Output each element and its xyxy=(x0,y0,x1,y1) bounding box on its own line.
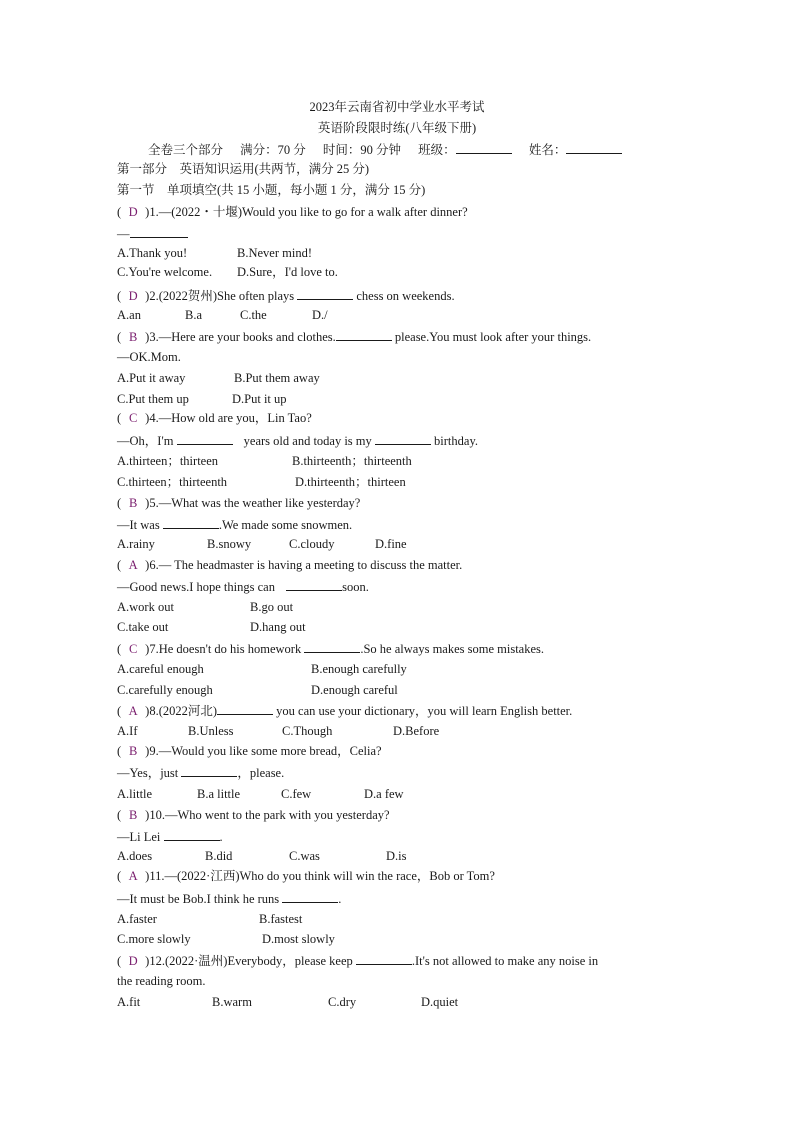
question-text: )10.—Who went to the park with you yesterday? xyxy=(145,808,390,822)
option-a: A.rainy xyxy=(117,537,155,551)
reply-text-end: .We made some snowmen. xyxy=(218,518,353,532)
question-12-stem-cont: the reading room. xyxy=(117,974,206,988)
answer-blank[interactable] xyxy=(297,287,353,300)
option-c: C.was xyxy=(289,849,320,863)
reply-text-mid: years old and today is my xyxy=(240,434,375,448)
option-a: A.does xyxy=(117,849,153,863)
answer-12: D xyxy=(128,954,138,968)
answer-blank[interactable] xyxy=(336,328,392,341)
option-d: D.is xyxy=(386,849,407,863)
option-b: B.Unless xyxy=(188,724,234,738)
option-d: D.Put it up xyxy=(232,392,287,406)
option-b: B.fastest xyxy=(259,912,303,926)
answer-blank[interactable] xyxy=(164,828,220,841)
question-3-options-row1 xyxy=(117,370,320,386)
question-9-options xyxy=(117,786,404,802)
reply-text-end: . xyxy=(219,830,223,844)
info-class-label: 班级： xyxy=(418,143,456,157)
question-5-reply xyxy=(117,516,352,533)
option-c: C.cloudy xyxy=(289,537,335,551)
option-d: D.most slowly xyxy=(262,932,335,946)
question-6-stem: ( A )6.— The headmaster is having a meeting to discuss the matter. xyxy=(117,558,463,572)
answer-blank[interactable] xyxy=(304,640,360,653)
reply-text: —Li Lei xyxy=(117,830,164,844)
question-text: )6.— The headmaster is having a meeting to discuss the matter. xyxy=(145,558,463,572)
answer-6: A xyxy=(128,558,138,572)
option-b: B.enough carefully xyxy=(311,662,407,676)
reply-dash: — xyxy=(117,227,130,241)
question-9-reply xyxy=(117,764,284,781)
option-b: B.Put them away xyxy=(234,371,320,385)
question-text: )2.(2022贺州)She often plays xyxy=(145,289,298,303)
reply-text-end: soon. xyxy=(342,580,369,594)
reply-text: —Oh，I'm xyxy=(117,434,177,448)
option-a: A.an xyxy=(117,308,141,322)
question-10-stem: ( B )10.—Who went to the park with you yesterday? xyxy=(117,808,390,822)
question-9-stem: ( B )9.—Would you like some more bread，Celia? xyxy=(117,744,382,758)
question-text: )8.(2022河北) xyxy=(145,704,218,718)
question-6-options-row1 xyxy=(117,599,293,615)
question-2-options xyxy=(117,307,328,323)
option-c: C.few xyxy=(281,787,312,801)
option-d: D.a few xyxy=(364,787,404,801)
question-1-options-row1 xyxy=(117,245,312,261)
question-1-stem: ( D )1.—(2022・十堰)Would you like to go for a walk after dinner? xyxy=(117,205,468,219)
reply-text: —It was xyxy=(117,518,163,532)
question-7-options-row2 xyxy=(117,682,398,698)
option-c: C.Put them up xyxy=(117,392,189,406)
question-1-options-row2 xyxy=(117,264,338,280)
question-11-stem: ( A )11.—(2022·江西)Who do you think will win the race，Bob or Tom? xyxy=(117,869,495,883)
question-11-options-row1 xyxy=(117,911,302,927)
option-d: D.quiet xyxy=(421,995,459,1009)
question-11-reply xyxy=(117,890,341,907)
question-8-options xyxy=(117,723,439,739)
answer-blank[interactable] xyxy=(181,764,237,777)
question-11-options-row2 xyxy=(117,931,335,947)
name-field[interactable] xyxy=(566,141,622,154)
option-c: C.more slowly xyxy=(117,932,191,946)
answer-8: A xyxy=(128,704,138,718)
question-text: )12.(2022·温州)Everybody，please keep xyxy=(145,954,356,968)
reply-text: —Good news.I hope things can xyxy=(117,580,279,594)
option-a: A.little xyxy=(117,787,153,801)
option-a: A.careful enough xyxy=(117,662,204,676)
answer-blank[interactable] xyxy=(282,890,338,903)
option-d: D.enough careful xyxy=(311,683,398,697)
question-10-reply xyxy=(117,828,223,845)
question-text-end: you can use your dictionary，you will learn English better. xyxy=(273,704,573,718)
reply-text-end: birthday. xyxy=(430,434,479,448)
question-text: )7.He doesn't do his homework xyxy=(145,642,305,656)
option-c: C.Though xyxy=(282,724,333,738)
option-b: B.thirteenth；thirteenth xyxy=(292,454,412,468)
exam-info-row xyxy=(148,141,622,158)
question-3-reply: —OK.Mom. xyxy=(117,350,181,364)
question-10-options xyxy=(117,848,407,864)
option-c: C.thirteen；thirteenth xyxy=(117,475,228,489)
question-4-stem: ( C )4.—How old are you，Lin Tao? xyxy=(117,411,312,425)
answer-5: B xyxy=(129,496,138,510)
option-b: B.Never mind! xyxy=(237,246,312,260)
answer-1: D xyxy=(128,205,138,219)
question-5-stem: ( B )5.—What was the weather like yesterday? xyxy=(117,496,361,510)
section-heading: 第一节 单项填空(共 15 小题，每小题 1 分，满分 15 分) xyxy=(117,183,426,197)
answer-7: C xyxy=(129,642,138,656)
option-c: C.dry xyxy=(328,995,357,1009)
option-c: C.the xyxy=(240,308,267,322)
question-7-options-row1 xyxy=(117,661,407,677)
answer-blank[interactable] xyxy=(163,516,219,529)
answer-4: C xyxy=(129,411,138,425)
reply-text: —It must be Bob.I think he runs xyxy=(117,892,283,906)
question-3-options-row2 xyxy=(117,391,287,407)
option-a: A.thirteen；thirteen xyxy=(117,454,219,468)
option-b: B.a xyxy=(185,308,203,322)
question-2-stem: ( D )2.(2022贺州)She often plays chess on weekends. xyxy=(117,289,455,303)
question-text-end: .It's not allowed to make any noise in xyxy=(411,954,599,968)
option-a: A.work out xyxy=(117,600,174,614)
question-text-end: chess on weekends. xyxy=(353,289,455,303)
question-5-options xyxy=(117,536,407,552)
answer-3: B xyxy=(129,330,138,344)
question-6-reply xyxy=(117,578,369,595)
answer-9: B xyxy=(129,744,138,758)
option-a: A.Put it away xyxy=(117,371,186,385)
option-c: C.take out xyxy=(117,620,169,634)
exam-subtitle: 英语阶段限时练(八年级下册) xyxy=(317,121,477,135)
option-c: C.You're welcome. xyxy=(117,265,213,279)
question-12-stem: ( D )12.(2022·温州)Everybody，please keep .It's not allowed to make any noise in xyxy=(117,954,599,968)
answer-blank[interactable] xyxy=(217,702,273,715)
option-a: A.faster xyxy=(117,912,157,926)
option-d: D.Sure，I'd love to. xyxy=(237,265,338,279)
question-text: )9.—Would you like some more bread，Celia? xyxy=(145,744,382,758)
option-b: B.warm xyxy=(212,995,252,1009)
answer-10: B xyxy=(129,808,138,822)
question-text: )5.—What was the weather like yesterday? xyxy=(145,496,361,510)
answer-blank-1[interactable] xyxy=(177,432,233,445)
option-b: B.go out xyxy=(250,600,294,614)
reply-text-end: . xyxy=(338,892,342,906)
question-text: )1.—(2022・十堰)Would you like to go for a walk after dinner? xyxy=(145,205,468,219)
exam-title: 2023年云南省初中学业水平考试 xyxy=(309,100,485,114)
option-c: C.carefully enough xyxy=(117,683,213,697)
question-3-stem: ( B )3.—Here are your books and clothes. please.You must look after your things. xyxy=(117,330,592,344)
question-1-reply xyxy=(117,225,188,242)
question-text: )4.—How old are you，Lin Tao? xyxy=(145,411,312,425)
info-time: 时间：90 分钟 xyxy=(322,143,402,157)
answer-blank[interactable] xyxy=(356,952,412,965)
info-parts: 全卷三个部分 xyxy=(148,143,224,157)
question-6-options-row2 xyxy=(117,619,306,635)
question-text: )11.—(2022·江西)Who do you think will win the race，Bob or Tom? xyxy=(145,869,495,883)
reply-text-end: ，please. xyxy=(237,766,285,780)
option-d: D.hang out xyxy=(250,620,306,634)
option-a: A.If xyxy=(117,724,138,738)
question-4-options-row2 xyxy=(117,474,406,490)
option-d: D.Before xyxy=(393,724,440,738)
option-b: B.a little xyxy=(197,787,241,801)
answer-2: D xyxy=(128,289,138,303)
answer-blank[interactable] xyxy=(286,578,342,591)
answer-blank[interactable] xyxy=(130,225,188,238)
class-field[interactable] xyxy=(456,141,512,154)
option-b: B.snowy xyxy=(207,537,252,551)
info-name-label: 姓名： xyxy=(528,143,567,157)
part-heading: 第一部分 英语知识运用(共两节，满分 25 分) xyxy=(117,162,370,176)
option-a: A.fit xyxy=(117,995,141,1009)
option-d: D.fine xyxy=(375,537,407,551)
question-8-stem: ( A )8.(2022河北) you can use your dictionary，you will learn English better. xyxy=(117,704,573,718)
option-a: A.Thank you! xyxy=(117,246,188,260)
option-b: B.did xyxy=(205,849,233,863)
question-4-options-row1 xyxy=(117,453,412,469)
option-d: D.thirteenth；thirteen xyxy=(295,475,406,489)
option-d: D./ xyxy=(312,308,328,322)
answer-11: A xyxy=(128,869,138,883)
answer-blank-2[interactable] xyxy=(375,432,431,445)
question-text-end: please.You must look after your things. xyxy=(391,330,592,344)
question-7-stem: ( C )7.He doesn't do his homework .So he always makes some mistakes. xyxy=(117,642,545,656)
question-12-options xyxy=(117,994,458,1010)
reply-text: —Yes，just xyxy=(117,766,182,780)
info-score: 满分：70 分 xyxy=(240,143,306,157)
question-4-reply xyxy=(117,432,478,449)
question-text: )3.—Here are your books and clothes. xyxy=(145,330,336,344)
question-text-end: .So he always makes some mistakes. xyxy=(360,642,545,656)
